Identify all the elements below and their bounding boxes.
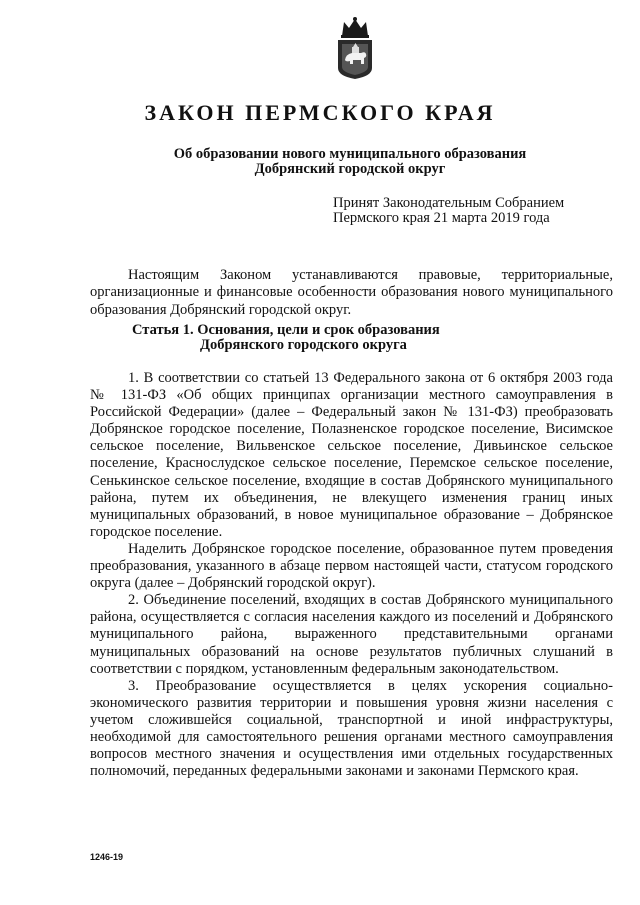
article-title-line: Добрянского городского округа bbox=[200, 336, 407, 353]
adoption-line: Пермского края 21 марта 2019 года bbox=[333, 210, 550, 226]
article-1-body bbox=[90, 370, 613, 780]
article-paragraph: 3. Преобразование осуществляется в целях ускорения социально-экономического развития территории и повышения уровня жизни населения с учетом сложившейся социальной, транспортной и иной инфраструктуры, необходимой для самостоятельного решения органами местного самоуправления вопросов местного значения и осуществления ими отдельных государственных полномочий, переданных федеральными законами и законами Пермского края. bbox=[90, 677, 613, 780]
subtitle-line: Об образовании нового муниципального образования bbox=[173, 146, 527, 162]
document-number: 1246-19 bbox=[90, 852, 124, 862]
article-title-line: Статья 1. Основания, цели и срок образования bbox=[132, 322, 440, 338]
intro-paragraph: Настоящим Законом устанавливаются правовые, территориальные, организационные и финансовые особенности образования нового муниципального образования Добрянский городской округ. bbox=[90, 266, 613, 318]
article-1-title bbox=[132, 323, 572, 352]
article-paragraph: Наделить Добрянское городское поселение, образованное путем проведения преобразования, указанного в абзаце первом настоящей части, статусом городского округа (далее – Добрянский городской округ). bbox=[90, 540, 613, 592]
adoption-line: Принят Законодательным Собранием bbox=[333, 195, 565, 211]
law-subtitle bbox=[90, 147, 610, 177]
adoption-note bbox=[333, 196, 633, 226]
law-title: ЗАКОН ПЕРМСКОГО КРАЯ bbox=[144, 100, 496, 125]
subtitle-line: Добрянский городской округ bbox=[254, 161, 446, 177]
article-paragraph: 1. В соответствии со статьей 13 Федерального закона от 6 октября 2003 года № 131-ФЗ «Об общих принципах организации местного самоуправления в Российской Федерации» (далее – Федеральный закон № 131-ФЗ) преобразовать Добрянское городское поселение, Полазненское городское поселение, Висимское сельское поселение, Вильвенское сельское поселение, Дивьинское сельское поселение, Краснослудское сельское поселение, Перемское сельское поселение, Сенькинское сельское поселение, входящие в состав Добрянского муниципального района, путем их объединения, не влекущего изменения границ иных муниципальных образований, в новое муниципальное образование – Добрянское городское поселение. bbox=[90, 370, 613, 540]
coat-of-arms-icon bbox=[334, 16, 376, 80]
article-paragraph: 2. Объединение поселений, входящих в состав Добрянского муниципального района, осуществляется с согласия населения каждого из поселений и Добрянского муниципального района, выраженного представительными органами муниципальных образований на основе результатов публичных слушаний в соответствии с порядком, установленным федеральным законодательством. bbox=[90, 592, 613, 677]
